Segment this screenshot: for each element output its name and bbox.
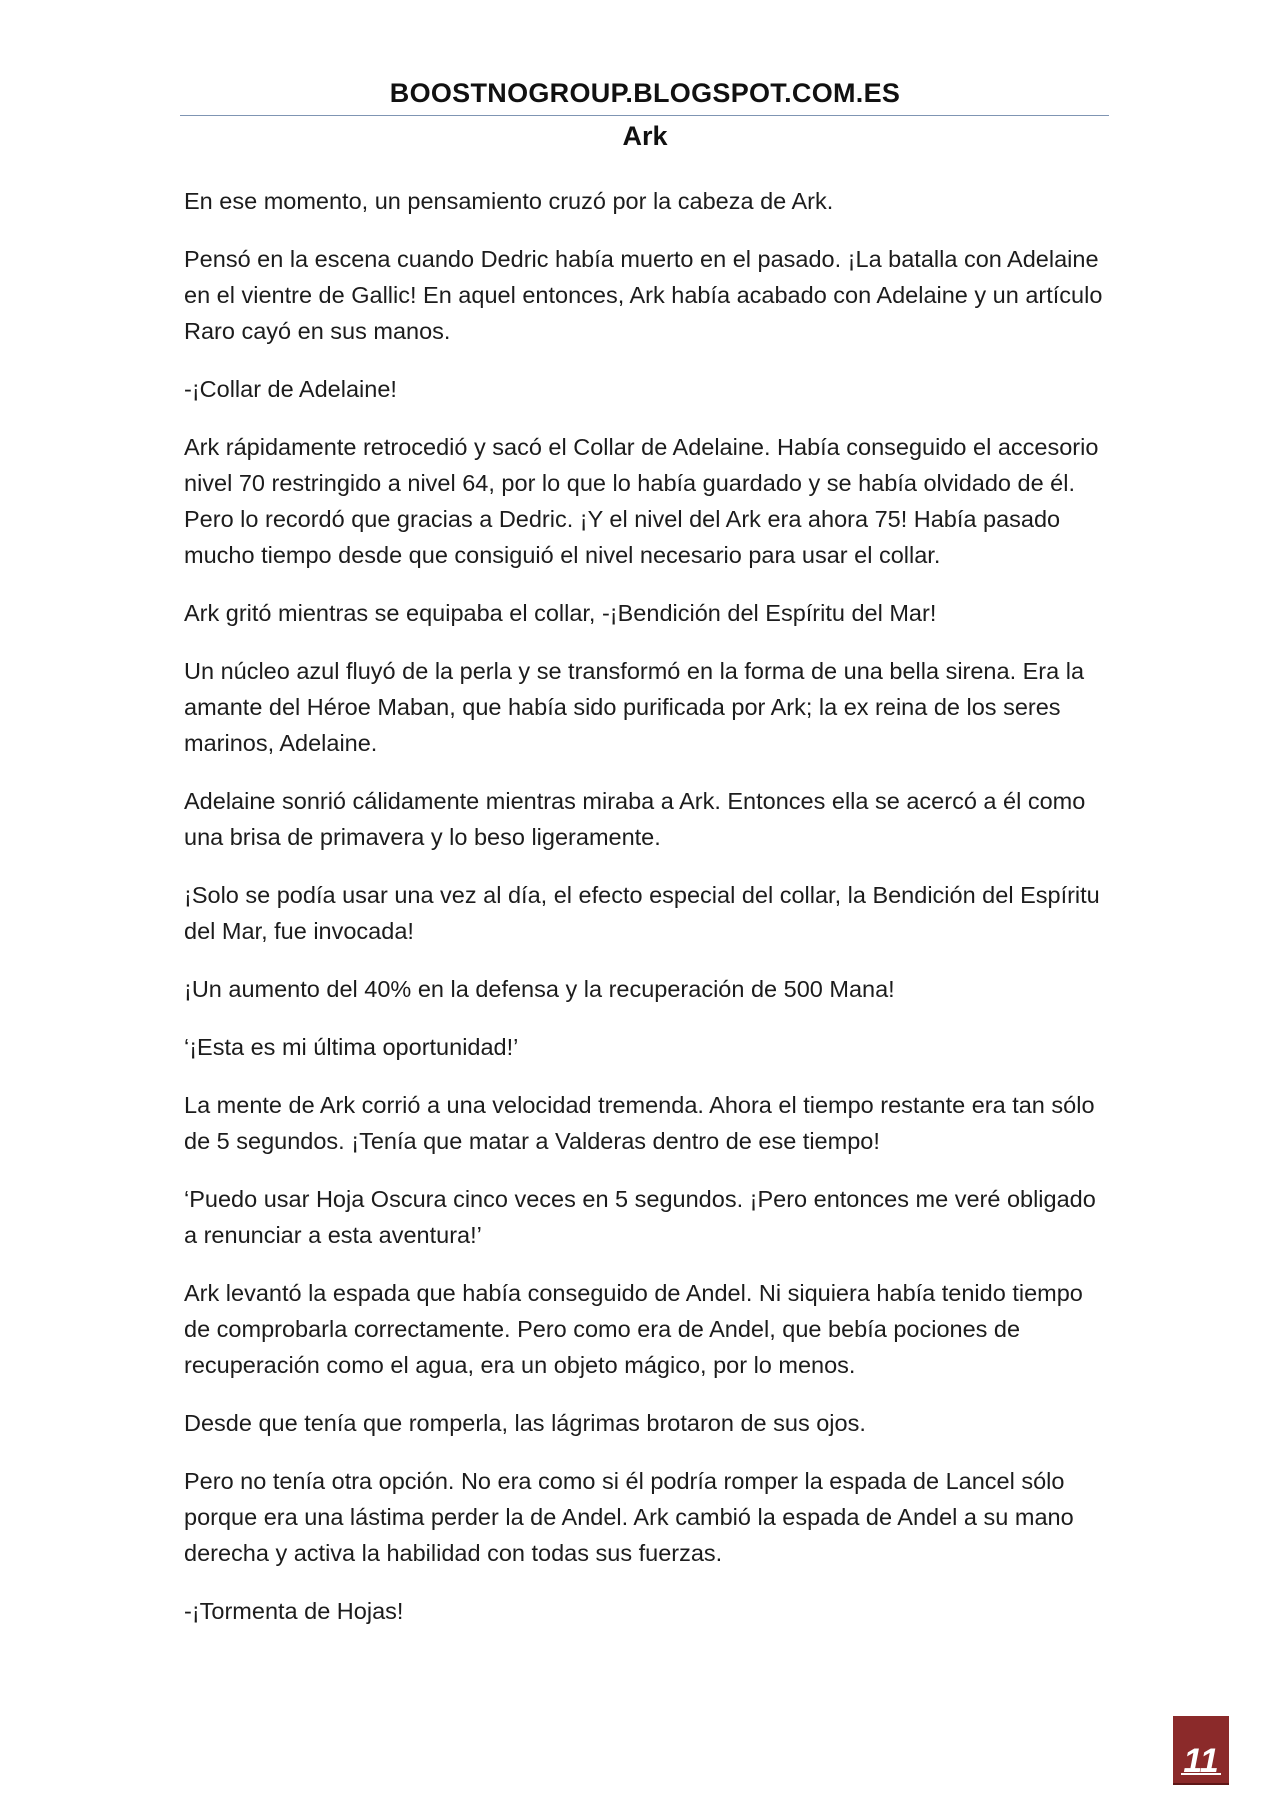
document-body (184, 183, 1114, 1651)
paragraph: -¡Collar de Adelaine! (184, 376, 397, 402)
paragraph: Adelaine sonrió cálidamente mientras miraba a Ark. Entonces ella se acercó a él como una brisa de primavera y lo beso ligeramente. (184, 788, 1086, 850)
header-site-title: BOOSTNOGROUP.BLOGSPOT.COM.ES (389, 78, 901, 108)
paragraph: Ark gritó mientras se equipaba el collar, -¡Bendición del Espíritu del Mar! (184, 600, 937, 626)
paragraph: En ese momento, un pensamiento cruzó por la cabeza de Ark. (184, 188, 834, 214)
paragraph: Ark rápidamente retrocedió y sacó el Collar de Adelaine. Había conseguido el accesorio nivel 70 restringido a nivel 64, por lo que lo había guardado y se había olvidado de él. Pero lo recordó que gracias a Dedric. ¡Y el nivel del Ark era ahora 75! Había pasado mucho tiempo desde que consiguió el nivel necesario para usar el collar. (184, 434, 1099, 568)
paragraph: Pero no tenía otra opción. No era como si él podría romper la espada de Lancel sólo porque era una lástima perder la de Andel. Ark cambió la espada de Andel a su mano derecha y activa la habilidad con todas sus fuerzas. (184, 1468, 1074, 1566)
paragraph: Ark levantó la espada que había conseguido de Andel. Ni siquiera había tenido tiempo de comprobarla correctamente. Pero como era de Andel, que bebía pociones de recuperación como el agua, era un objeto mágico, por lo menos. (184, 1280, 1083, 1378)
page-number: 11 (1183, 1742, 1219, 1780)
paragraph: La mente de Ark corrió a una velocidad tremenda. Ahora el tiempo restante era tan sólo de 5 segundos. ¡Tenía que matar a Valderas dentro de ese tiempo! (184, 1092, 1095, 1154)
paragraph: ¡Un aumento del 40% en la defensa y la recuperación de 500 Mana! (184, 976, 895, 1002)
paragraph: -¡Tormenta de Hojas! (184, 1598, 404, 1624)
header-divider (180, 115, 1109, 116)
paragraph: ‘Puedo usar Hoja Oscura cinco veces en 5 segundos. ¡Pero entonces me veré obligado a renunciar a esta aventura!’ (184, 1186, 1096, 1248)
header-chapter-title: Ark (622, 121, 668, 151)
paragraph: Pensó en la escena cuando Dedric había muerto en el pasado. ¡La batalla con Adelaine en el vientre de Gallic! En aquel entonces, Ark había acabado con Adelaine y un artículo Raro cayó en sus manos. (184, 246, 1103, 344)
paragraph: Un núcleo azul fluyó de la perla y se transformó en la forma de una bella sirena. Era la amante del Héroe Maban, que había sido purificada por Ark; la ex reina de los seres marinos, Adelaine. (184, 658, 1085, 756)
paragraph: ¡Solo se podía usar una vez al día, el efecto especial del collar, la Bendición del Espíritu del Mar, fue invocada! (184, 882, 1100, 944)
page-number-badge (1173, 1716, 1229, 1785)
paragraph: ‘¡Esta es mi última oportunidad!’ (184, 1034, 519, 1060)
paragraph: Desde que tenía que romperla, las lágrimas brotaron de sus ojos. (184, 1410, 866, 1436)
